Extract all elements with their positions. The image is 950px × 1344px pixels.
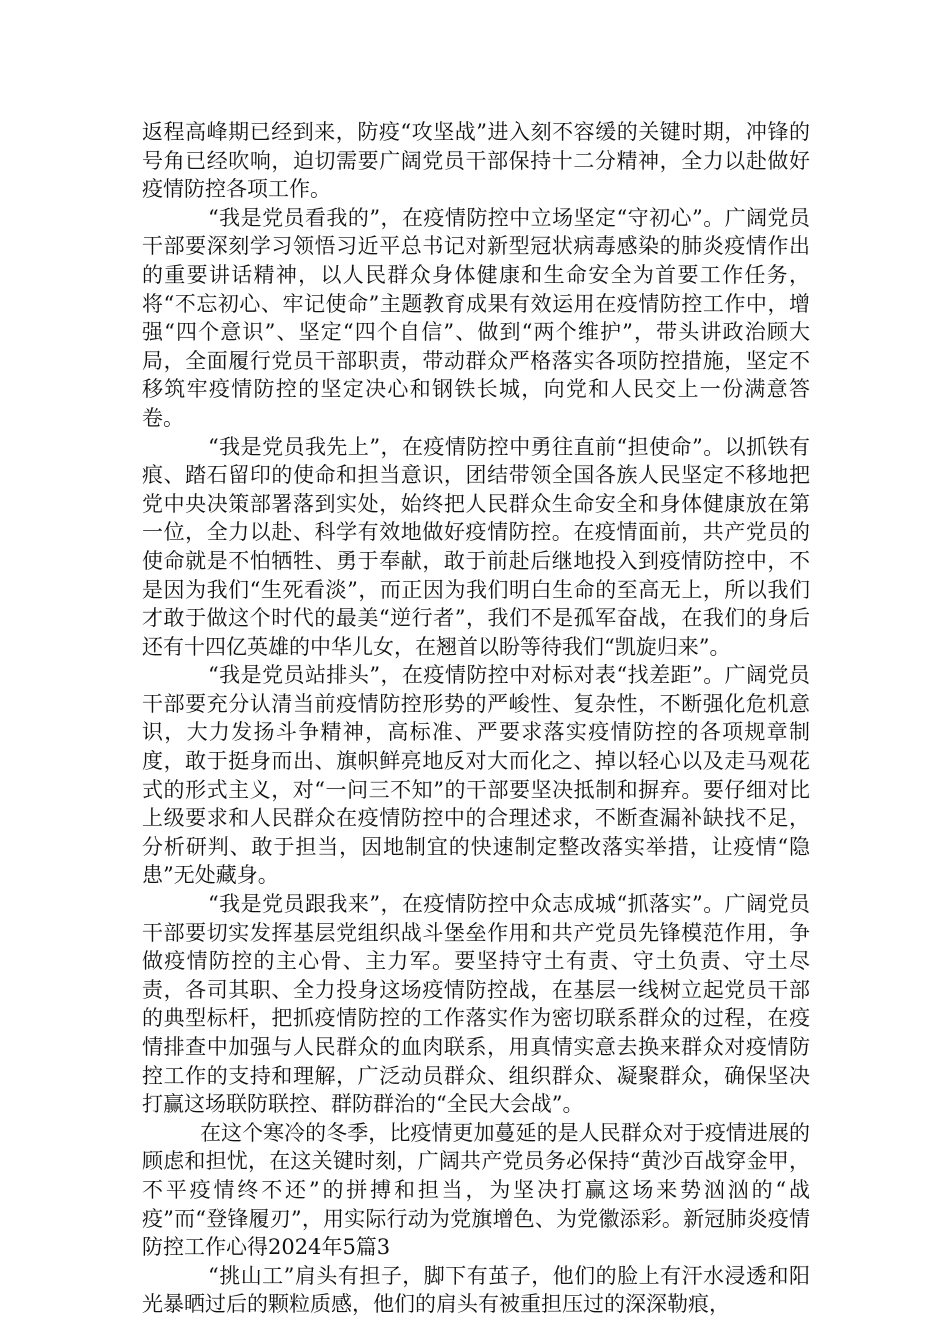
paragraph-porter: “挑山工”肩头有担子，脚下有茧子，他们的脸上有汗水浸透和阳光暴晒过后的颗粒质感，他们的肩头有被重担压过的深深勒痕， [142, 1263, 810, 1317]
paragraph-winter-conclusion: 在这个寒冷的冬季，比疫情更加蔓延的是人民群众对于疫情进展的顾虑和担忧，在这关键时刻，广阔共产党员务必保持“黄沙百战穿金甲，不平疫情终不还”的拼搏和担当，为坚决打赢这场来势汹汹的“战疫”而“登锋履刃”，用实际行动为党旗增色、为党徽添彩。新冠肺炎疫情防控工作心得2024年5篇3 [142, 1120, 810, 1260]
paragraph-intro: 返程高峰期已经到来，防疫“攻坚战”进入刻不容缓的关键时期，冲锋的号角已经吹响，迫切需要广阔党员干部保持十二分精神，全力以赴做好疫情防控各项工作。 [142, 120, 810, 202]
paragraph-implement: “我是党员跟我来”，在疫情防控中众志成城“抓落实”。广阔党员干部要切实发挥基层党组织战斗堡垒作用和共产党员先锋模范作用，争做疫情防控的主心骨、主力军。要坚持守土有责、守土负责、守土尽责，各司其职、全力投身这场疫情防控战，在基层一线树立起党员干部的典型标杆，把抓疫情防控的工作落实作为密切联系群众的过程，在疫情排查中加强与人民群众的血肉联系，用真情实意去换来群众对疫情防控工作的支持和理解，广泛动员群众、组织群众、凝聚群众，确保坚决打赢这场联防联控、群防群治的“全民大会战”。 [142, 892, 810, 1117]
document-body [142, 118, 810, 1319]
paragraph-find-gaps: “我是党员站排头”，在疫情防控中对标对表“找差距”。广阔党员干部要充分认清当前疫情防控形势的严峻性、复杂性，不断强化危机意识，大力发扬斗争精神，高标准、严要求落实疫情防控的各项规章制度，敢于挺身而出、旗帜鲜亮地反对大而化之、掉以轻心以及走马观花式的形式主义，对“一问三不知”的干部要坚决抵制和摒弃。要仔细对比上级要求和人民群众在疫情防控中的合理述求，不断查漏补缺找不足，分析研判、敢于担当，因地制宜的快速制定整改落实举措，让疫情“隐患”无处藏身。 [142, 663, 810, 888]
paragraph-take-mission: “我是党员我先上”，在疫情防控中勇往直前“担使命”。以抓铁有痕、踏石留印的使命和担当意识，团结带领全国各族人民坚定不移地把党中央决策部署落到实处，始终把人民群众生命安全和身体健康放在第一位，全力以赴、科学有效地做好疫情防控。在疫情面前，共产党员的使命就是不怕牺牲、勇于奉献，敢于前赴后继地投入到疫情防控中，不是因为我们“生死看淡”，而正因为我们明白生命的至高无上，所以我们才敢于做这个时代的最美“逆行者”，我们不是孤军奋战，在我们的身后还有十四亿英雄的中华儿女，在翘首以盼等待我们“凯旋归来”。 [142, 434, 810, 659]
paragraph-keep-original-aspiration: “我是党员看我的”，在疫情防控中立场坚定“守初心”。广阔党员干部要深刻学习领悟习近平总书记对新型冠状病毒感染的肺炎疫情作出的重要讲话精神，以人民群众身体健康和生命安全为首要工作任务，将“不忘初心、牢记使命”主题教育成果有效运用在疫情防控工作中，增强“四个意识”、坚定“四个自信”、做到“两个维护”，带头讲政治顾大局，全面履行党员干部职责，带动群众严格落实各项防控措施，坚定不移筑牢疫情防控的坚定决心和钢铁长城，向党和人民交上一份满意答卷。 [142, 205, 810, 430]
